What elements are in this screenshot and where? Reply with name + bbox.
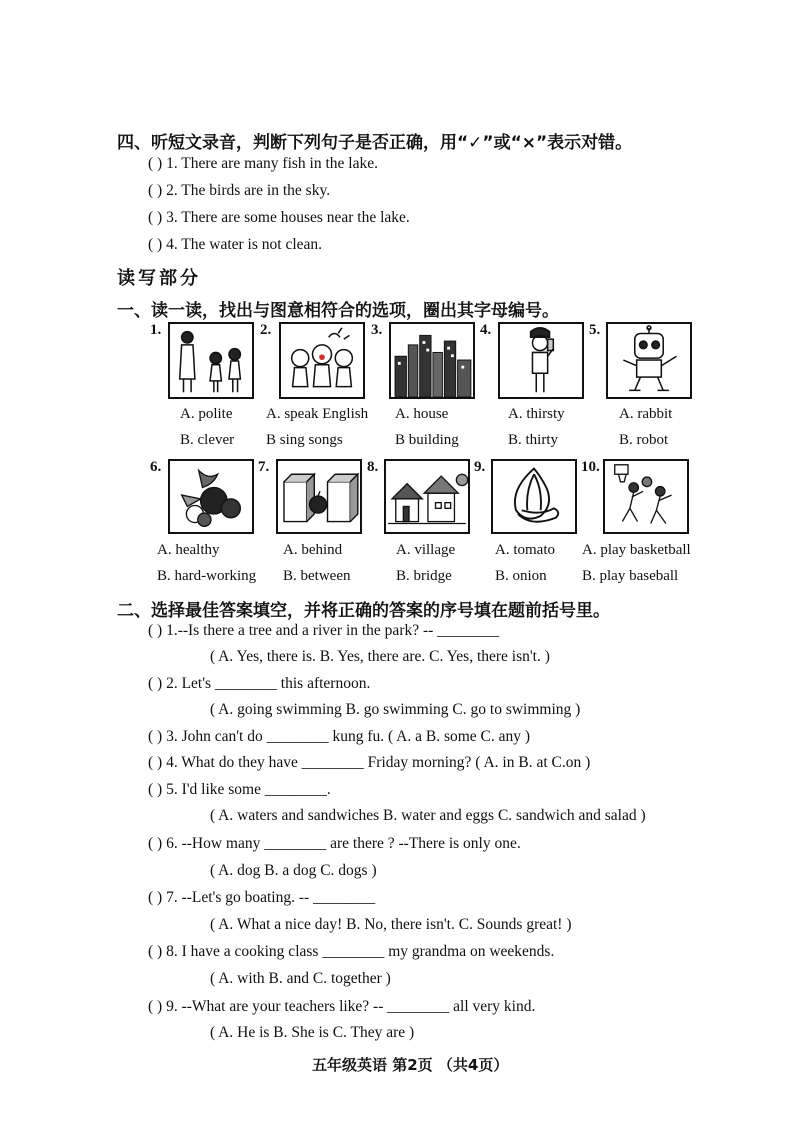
question-1: ( ) 1.--Is there a tree and a river in the park? -- ________ (148, 622, 500, 639)
fruits-picture (168, 459, 254, 534)
page-footer: 五年级英语 第2页 （共4页） (312, 1056, 509, 1074)
village-houses-picture (384, 459, 470, 534)
question-6: ( ) 6. --How many ________ are there ? --There is only one. (148, 835, 521, 852)
item-number: 4. (480, 322, 492, 338)
option-a: A. tomato (495, 542, 555, 558)
item-number: 9. (474, 459, 486, 475)
question-9-options: ( A. He is B. She is C. They are ) (210, 1024, 415, 1041)
question-7: ( ) 7. --Let's go boating. -- ________ (148, 889, 376, 906)
question-8-options: ( A. with B. and C. together ) (210, 970, 391, 987)
option-b: B sing songs (266, 432, 343, 448)
listening-item-4: ( ) 4. The water is not clean. (148, 236, 323, 253)
option-a: A. healthy (157, 542, 220, 558)
listening-item-1: ( ) 1. There are many fish in the lake. (148, 155, 378, 172)
option-b: B. play baseball (582, 568, 679, 584)
option-b: B. robot (619, 432, 669, 448)
basketball-players-picture (603, 459, 689, 534)
option-a: A. rabbit (619, 406, 673, 422)
apple-between-boxes-picture (276, 459, 362, 534)
option-a: A. behind (283, 542, 343, 558)
robot-picture (606, 322, 692, 399)
question-7-options: ( A. What a nice day! B. No, there isn't. C. Sounds great! ) (210, 916, 572, 933)
option-a: A. thirsty (508, 406, 565, 422)
question-9: ( ) 9. --What are your teachers like? -- ________ all very kind. (148, 998, 536, 1015)
question-8: ( ) 8. I have a cooking class ________ my grandma on weekends. (148, 943, 555, 960)
item-number: 10. (581, 459, 600, 475)
question-3: ( ) 3. John can't do ________ kung fu. ( A. a B. some C. any ) (148, 728, 531, 745)
item-number: 6. (150, 459, 162, 475)
option-a: A. house (395, 406, 449, 422)
item-number: 1. (150, 322, 162, 338)
option-a: A. polite (180, 406, 233, 422)
onion-picture (491, 459, 577, 534)
option-b: B. clever (180, 432, 235, 448)
option-b: B. onion (495, 568, 547, 584)
boy-drinking-picture (498, 322, 584, 399)
question-5: ( ) 5. I'd like some ________. (148, 781, 331, 798)
option-a: A. village (396, 542, 456, 558)
option-b: B. hard-working (157, 568, 257, 584)
option-b: B building (395, 432, 459, 448)
question-5-options: ( A. waters and sandwiches B. water and eggs C. sandwich and salad ) (210, 807, 646, 824)
item-number: 7. (258, 459, 270, 475)
listening-heading: 四、听短文录音，判断下列句子是否正确，用“✓”或“×”表示对错。 (117, 133, 633, 153)
item-number: 2. (260, 322, 272, 338)
teacher-students-picture (168, 322, 254, 399)
part2-heading: 二、选择最佳答案填空，并将正确的答案的序号填在题前括号里。 (117, 601, 610, 621)
option-a: A. speak English (266, 406, 369, 422)
city-buildings-picture (389, 322, 475, 399)
question-6-options: ( A. dog B. a dog C. dogs ) (210, 862, 377, 879)
question-2: ( ) 2. Let's ________ this afternoon. (148, 675, 371, 692)
part1-heading: 一、读一读，找出与图意相符合的选项，圈出其字母编号。 (117, 301, 559, 321)
option-b: B. bridge (396, 568, 452, 584)
reading-writing-title: 读写部分 (117, 268, 201, 289)
question-1-options: ( A. Yes, there is. B. Yes, there are. C. Yes, there isn't. ) (210, 648, 550, 665)
option-b: B. thirty (508, 432, 559, 448)
option-b: B. between (283, 568, 351, 584)
item-number: 3. (371, 322, 383, 338)
question-4: ( ) 4. What do they have ________ Friday morning? ( A. in B. at C.on ) (148, 754, 591, 771)
item-number: 5. (589, 322, 601, 338)
listening-item-2: ( ) 2. The birds are in the sky. (148, 182, 331, 199)
option-a: A. play basketball (582, 542, 691, 558)
listening-item-3: ( ) 3. There are some houses near the lake. (148, 209, 410, 226)
children-singing-picture (279, 322, 365, 399)
question-2-options: ( A. going swimming B. go swimming C. go to swimming ) (210, 701, 581, 718)
item-number: 8. (367, 459, 379, 475)
